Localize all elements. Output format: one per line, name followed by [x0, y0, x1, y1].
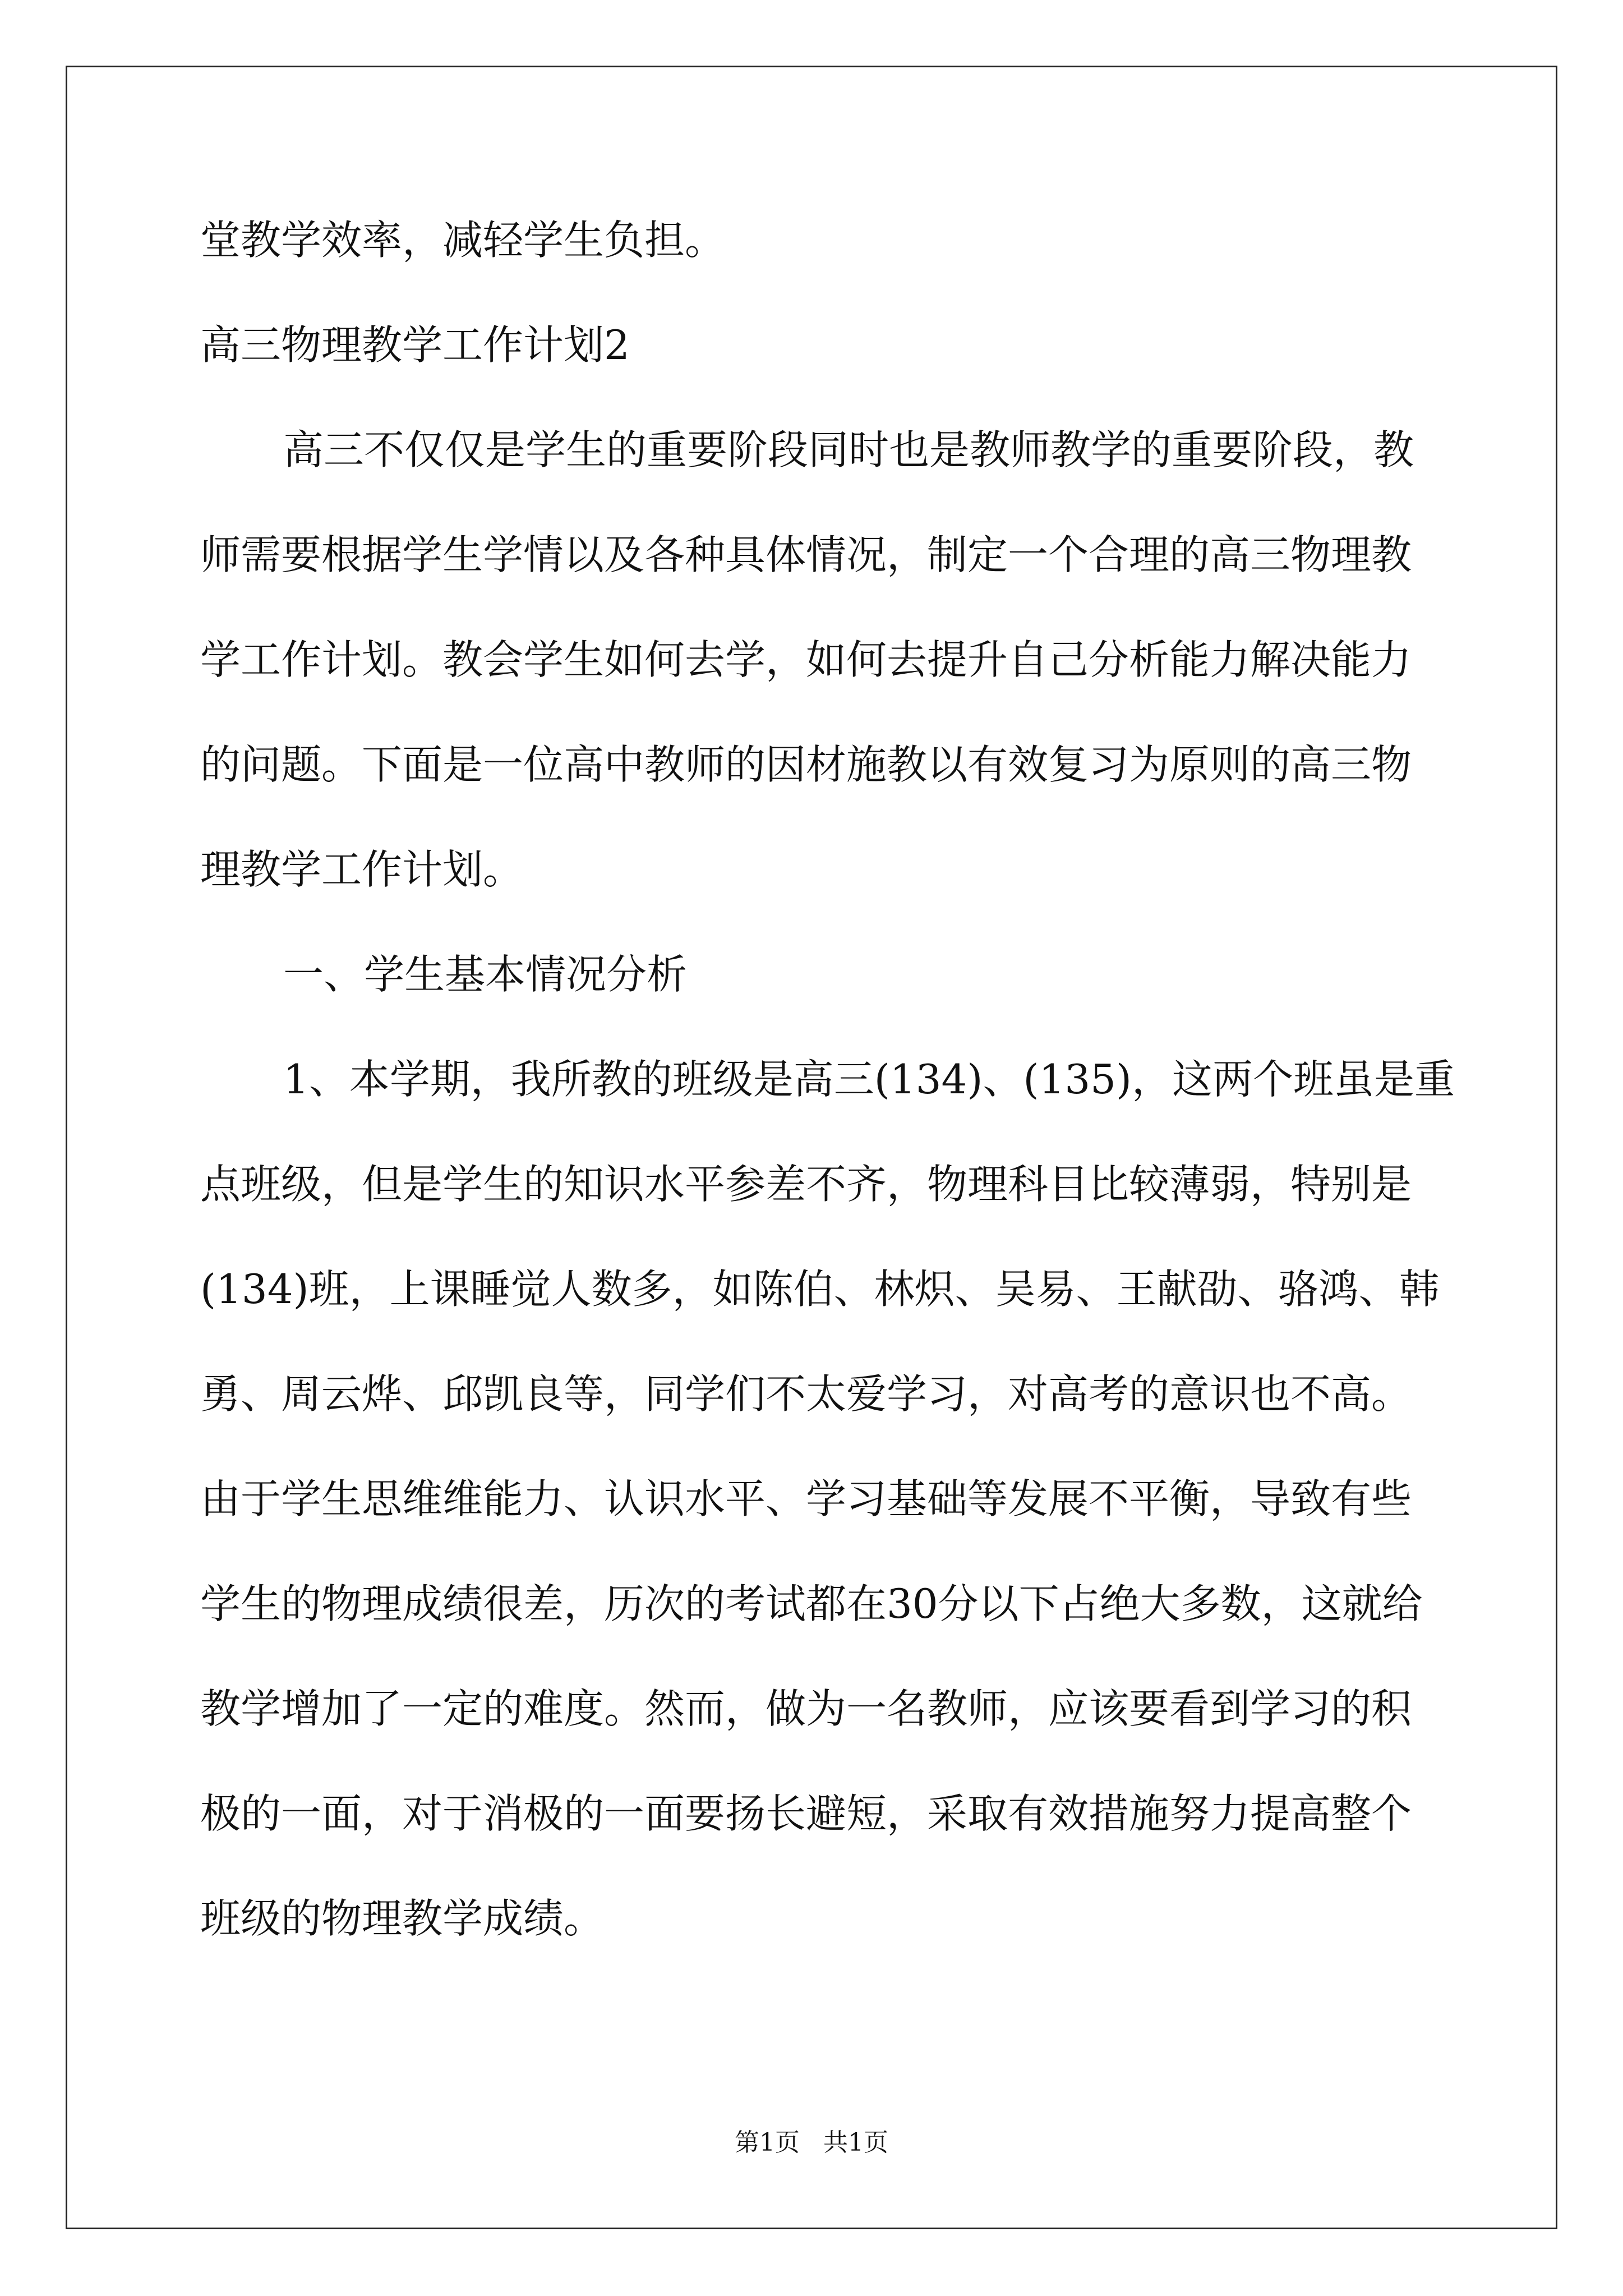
paragraph-1-line-5: 由于学生思维维能力、认识水平、学习基础等发展不平衡，导致有些 — [200, 1475, 1412, 1522]
intro-paragraph-line-2: 师需要根据学生学情以及各种具体情况，制定一个合理的高三物理教 — [200, 531, 1412, 578]
paragraph-1-line-8: 极的一面，对于消极的一面要扬长避短，采取有效措施努力提高整个 — [200, 1790, 1412, 1837]
intro-paragraph-line-3: 学工作计划。教会学生如何去学，如何去提升自己分析能力解决能力 — [200, 636, 1412, 683]
paragraph-1-line-2: 点班级，但是学生的知识水平参差不齐，物理科目比较薄弱，特别是 — [200, 1161, 1412, 1208]
page-footer: 第1页 共1页 — [735, 2128, 888, 2157]
intro-paragraph-line-4: 的问题。下面是一位高中教师的因材施教以有效复习为原则的高三物 — [200, 741, 1412, 788]
paragraph-1-line-7: 教学增加了一定的难度。然而，做为一名教师，应该要看到学习的积 — [200, 1685, 1412, 1732]
intro-paragraph-line-1: 高三不仅仅是学生的重要阶段同时也是教师教学的重要阶段，教 — [283, 426, 1414, 473]
intro-paragraph-line-5: 理教学工作计划。 — [200, 846, 524, 893]
paragraph-1-line-9: 班级的物理教学成绩。 — [200, 1895, 605, 1942]
heading-student-analysis: 一、学生基本情况分析 — [283, 951, 688, 998]
section-title: 高三物理教学工作计划2 — [200, 321, 630, 369]
continuation-line: 堂教学效率，减轻学生负担。 — [200, 217, 726, 264]
paragraph-1-line-4: 勇、周云烨、邱凯良等，同学们不太爱学习，对高考的意识也不高。 — [200, 1370, 1412, 1418]
paragraph-1-line-1: 1、本学期，我所教的班级是高三(134)、(135)，这两个班虽是重 — [283, 1056, 1455, 1103]
paragraph-1-line-3: (134)班，上课睡觉人数多，如陈伯、林炽、吴易、王献劭、骆鸿、韩 — [200, 1266, 1440, 1313]
paragraph-1-line-6: 学生的物理成绩很差，历次的考试都在30分以下占绝大多数，这就给 — [200, 1580, 1423, 1627]
